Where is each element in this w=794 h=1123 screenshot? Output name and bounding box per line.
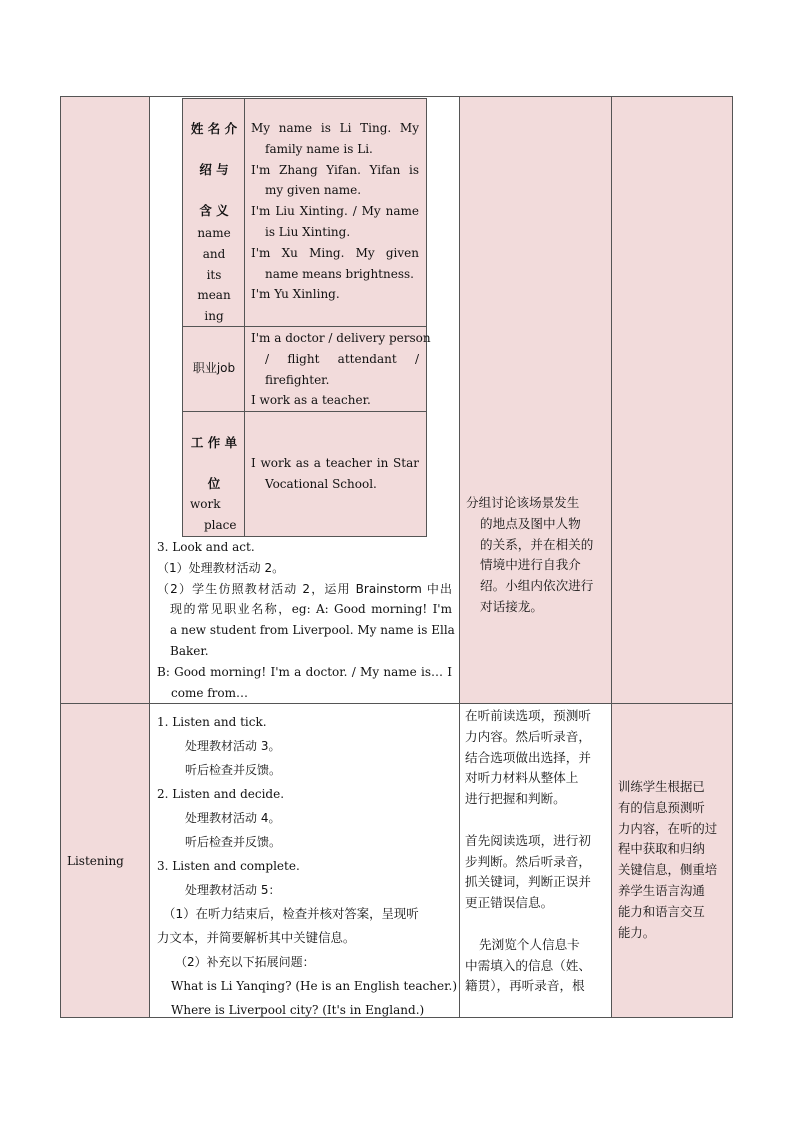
student-line: 分组讨论该场景发生	[466, 495, 580, 510]
row1-student-text	[466, 493, 608, 618]
activity-line: （2）补充以下拓展问题：	[175, 955, 315, 969]
activity-line: Baker.	[170, 643, 209, 658]
name-content	[251, 118, 419, 305]
job-content-line: firefighter.	[265, 372, 330, 387]
work-header-cn	[185, 422, 243, 504]
name-content-line: I'm Xu Ming. My given	[251, 245, 419, 260]
name-content-line: My name is Li Ting. My	[251, 121, 419, 135]
student-line: 中需填入的信息（姓、	[465, 957, 591, 973]
student-line: 的关系，并在相关的	[480, 536, 594, 552]
activity-line: （2）学生仿照教材活动 2，运用 Brainstorm 中出	[157, 581, 452, 596]
work-header-en-line: place	[204, 517, 237, 532]
name-header-line: 含 义	[199, 203, 229, 218]
work-content-line: I work as a teacher in Star	[251, 456, 419, 470]
job-content	[251, 328, 431, 411]
activity-line: 听后检查并反馈。	[185, 835, 282, 849]
name-header-en-line: ing	[204, 309, 224, 324]
student-line: 在听前读选项，预测听	[465, 708, 591, 723]
work-header-en-line: work	[190, 497, 221, 511]
work-header-line: 工 作 单	[190, 435, 238, 450]
student-line: 结合选项做出选择，并	[465, 749, 591, 765]
row2-student-text	[465, 706, 609, 997]
work-content	[251, 453, 419, 495]
activity-line: come from…	[171, 685, 249, 700]
purpose-line: 训练学生根据已	[618, 779, 705, 794]
purpose-line: 有的信息预测听	[618, 799, 705, 815]
purpose-line: 程中获取和归纳	[618, 841, 705, 857]
name-header-en	[185, 223, 243, 327]
student-line	[465, 810, 609, 831]
row1-stage-cell	[60, 96, 150, 704]
activity-line: What is Li Yanqing? (He is an English teacher.)	[171, 979, 457, 993]
activity-line: （1）在听力结束后，检查并核对答案，呈现听	[163, 906, 419, 921]
row2-stage-label: Listening	[67, 854, 124, 868]
student-line: 先浏览个人信息卡	[479, 936, 580, 952]
purpose-line: 力内容，在听的过	[618, 820, 718, 836]
activity-line: 力文本，并简要解析其中关键信息。	[157, 930, 356, 945]
activity-line: 处理教材活动 5：	[185, 883, 281, 897]
activity-line: 处理教材活动 3。	[185, 739, 281, 753]
student-line: 情境中进行自我介	[480, 557, 581, 573]
row1-activity-text	[157, 537, 455, 703]
job-content-line: I work as a teacher.	[251, 393, 371, 408]
student-line: 绍。小组内依次进行	[480, 578, 594, 594]
name-header-en-line: its	[206, 267, 222, 282]
purpose-line: 养学生语言沟通	[618, 882, 705, 898]
activity-line: 3. Listen and complete.	[157, 859, 300, 873]
work-header-en	[190, 494, 240, 536]
row2-purpose-text	[618, 777, 730, 943]
job-content-line: / flight attendant /	[265, 351, 419, 366]
activity-line: 处理教材活动 4。	[185, 811, 281, 825]
job-content-line: I'm a doctor / delivery person	[251, 331, 431, 345]
activity-line: 现的常见职业名称，eg: A: Good morning! I'm	[170, 602, 452, 617]
name-content-line: is Liu Xinting.	[265, 224, 351, 239]
name-header-line: 姓 名 介	[190, 121, 238, 136]
activity-line: 3. Look and act.	[157, 540, 255, 554]
name-content-line: I'm Yu Xinling.	[251, 287, 340, 302]
name-content-line: I'm Zhang Yifan. Yifan is	[251, 162, 419, 177]
student-line: 力内容。然后听录音，	[465, 728, 591, 744]
activity-line: 2. Listen and decide.	[157, 787, 285, 801]
student-line: 进行把握和判断。	[465, 791, 566, 807]
name-header-en-line: name	[197, 226, 231, 240]
name-header-line: 绍 与	[199, 162, 229, 177]
work-header-line: 位	[207, 476, 221, 491]
name-header-en-line: mean	[197, 288, 231, 303]
purpose-line: 能力。	[618, 924, 656, 940]
name-content-line: I'm Liu Xinting. / My name	[251, 204, 419, 219]
student-line: 的地点及图中人物	[480, 515, 581, 531]
activity-line: （1）处理教材活动 2。	[157, 560, 285, 575]
row1-purpose-cell	[611, 96, 733, 704]
activity-line: Where is Liverpool city? (It's in England.)	[171, 1003, 425, 1017]
activity-line: B: Good morning! I'm a doctor. / My name is… I	[157, 664, 452, 679]
purpose-line: 关键信息，侧重培	[618, 862, 718, 878]
row2-activity-text	[157, 710, 455, 1022]
work-content-line: Vocational School.	[265, 476, 377, 491]
purpose-line: 能力和语言交互	[618, 903, 705, 919]
student-line: 更正错误信息。	[465, 895, 554, 911]
activity-line: a new student from Liverpool. My name is Ella	[170, 623, 455, 638]
name-header-en-line: and	[202, 246, 226, 261]
activity-line: 听后检查并反馈。	[185, 763, 282, 777]
student-line: 抓关键词，判断正误并	[465, 874, 591, 890]
student-line: 对听力材料从整体上	[465, 770, 579, 786]
student-line: 籍贯），再听录音，根	[465, 978, 585, 994]
student-line: 步判断。然后听录音，	[465, 853, 591, 869]
name-header-cn	[185, 108, 243, 231]
job-label: 职业job	[192, 361, 236, 375]
name-content-line: family name is Li.	[265, 141, 373, 156]
student-line: 首先阅读选项，进行初	[465, 832, 591, 848]
student-line	[465, 914, 609, 935]
activity-line: 1. Listen and tick.	[157, 715, 267, 729]
student-line: 对话接龙。	[480, 598, 543, 614]
name-content-line: name means brightness.	[265, 266, 414, 281]
name-content-line: my given name.	[265, 183, 362, 198]
